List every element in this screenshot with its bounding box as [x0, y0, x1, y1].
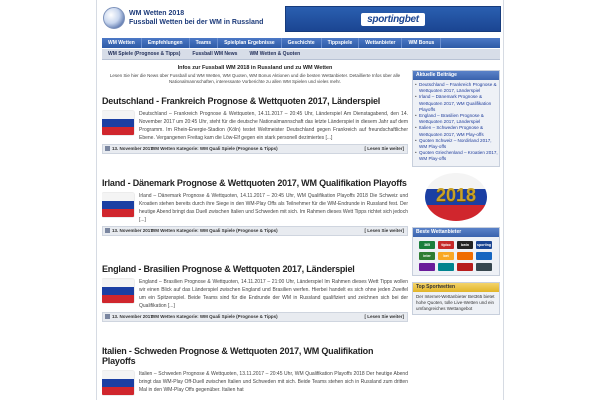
- read-more-link[interactable]: [ Lesen Sie weiter]: [364, 146, 404, 151]
- bookmaker-logo[interactable]: [476, 263, 492, 271]
- banner-logo-text: sportingbet: [361, 13, 425, 26]
- nav-tippspiele[interactable]: Tippspiele: [322, 38, 360, 48]
- recent-post-link[interactable]: • Irland – Dänemark Prognose & Wettquoten 2017, WM Qualifikation Playoffs: [413, 94, 499, 113]
- nav-fussball-news[interactable]: Fussball WM News: [192, 50, 238, 57]
- bookmaker-logo[interactable]: [419, 263, 435, 271]
- bookmaker-logo[interactable]: [476, 252, 492, 260]
- post-date-text: 13. November 2017: [112, 228, 153, 233]
- wm-2018-flag-badge: [421, 173, 491, 221]
- post-category[interactable]: WM Wetten Kategorie: WM Quali Spiele (Prognose & Tipps): [151, 228, 278, 233]
- post: [102, 96, 408, 154]
- intro-title: Infos zur Fussball WM 2018 in Russland und zu WM Wetten: [177, 65, 333, 71]
- russia-flag-icon: [102, 279, 134, 303]
- post-meta: [102, 144, 408, 154]
- post-excerpt-text: Irland – Dänemark Prognose & Wettquoten, 14.11.2017 – 20:45 Uhr, WM Qualifikation Playoffs 2018 Die Schweiz und Kroatien stehen bereits durch ihre Siege in den WM-Play Offs als Teilnehmer für die WM-Endrunde in Russland fest. Der heutige Abend bringt das Duell zwischen Italien und Schweden mit sich. Im Rahmen dieses Wett Tipps richtet sich jedoch [...]: [139, 193, 408, 223]
- nav-geschichte[interactable]: Geschichte: [282, 38, 322, 48]
- post-date: [105, 313, 153, 321]
- secondary-nav: [102, 49, 500, 60]
- nav-teams[interactable]: Teams: [190, 38, 218, 48]
- top-sportwetten-title: Top Sportwetten: [413, 283, 499, 292]
- sportingbet-banner[interactable]: [285, 6, 501, 32]
- recent-post-link[interactable]: • Quoten Schweiz – Nordirland 2017, WM Play-offs: [413, 138, 499, 150]
- nav-wm-bonus[interactable]: WM Bonus: [402, 38, 441, 48]
- nav-wm-spiele[interactable]: WM Spiele (Prognose & Tipps): [108, 50, 181, 57]
- top-sportwetten-box: [412, 282, 500, 315]
- bookmaker-logos: [413, 237, 499, 275]
- russia-flag-icon: [102, 193, 134, 217]
- bookmaker-logo[interactable]: bet: [438, 252, 454, 260]
- calendar-icon: [105, 146, 110, 151]
- top-sportwetten-text: Der Internet-Wettanbieter Bet365 bietet hohe Quoten, tolle Live-Wetten und ein umfangreiches Wettangebot: [416, 293, 495, 311]
- main-content: [102, 62, 408, 400]
- site-title[interactable]: WM Wetten 2018: [129, 10, 185, 17]
- nav-wetten-quoten[interactable]: WM Wetten & Quoten: [249, 50, 301, 57]
- post-excerpt-text: England – Brasilien Prognose & Wettquoten, 14.11.2017 – 21:00 Uhr, Länderspiel Im Rahmen dieses Wett Tipps wollen wir einen Blick auf das Länderspiel zwischen England und Brasilien werfen. Hierbei handelt es sich ohne jeden Zweifel um ein Spitzenspiel. Beide Teams sind für die Endrunde der WM in Russland qualifiziert und zeichnen sich bei der Qualifikation [...]: [139, 279, 408, 309]
- recent-posts-title: Aktuelle Beiträge: [413, 71, 499, 80]
- nav-wettanbieter[interactable]: Wettanbieter: [359, 38, 402, 48]
- post: [102, 178, 408, 236]
- post-title[interactable]: Deutschland - Frankreich Prognose & Wettquoten 2017, Länderspiel: [102, 96, 381, 106]
- primary-nav: [102, 38, 500, 48]
- bookmaker-logo[interactable]: bwin: [457, 241, 473, 249]
- intro-text: Lesen Sie hier die News über Fussball und WM Wetten, WM Quoten, WM Bonus Aktionen und die besten Wettanbieter. Detaillierte Infos über alle Nationalmannschaften, interessante Vorberichte zu allen WM Spielen und vieles mehr.: [109, 73, 401, 84]
- bookmakers-box: [412, 227, 500, 276]
- post-meta: [102, 226, 408, 236]
- post-excerpt: [102, 278, 408, 310]
- bookmaker-logo[interactable]: inter: [419, 252, 435, 260]
- nav-empfehlungen[interactable]: Empfehlungen: [142, 38, 190, 48]
- bookmaker-logo[interactable]: [457, 263, 473, 271]
- bookmakers-title: Beste Wettanbieter: [413, 228, 499, 237]
- post-excerpt-text: Deutschland – Frankreich Prognose & Wettquoten, 14.11.2017 – 20:45 Uhr, Länderspiel Am Dienstagabend, den 14. November 2017 um 20:45 Uhr, steht für die deutsche Nationalmannschaft das letzte Länderspiel in diesem Jahr auf dem Programm. Im Rhein-Energie-Stadion (Köln) testet Weltmeister Deutschland gegen Frankreich auf freundschaftlicher Ebene. Vergangenen Freitag kam die Löw-Elf gegen ein stark personell dezimiertes [...]: [139, 111, 408, 141]
- bookmaker-logo[interactable]: 365: [419, 241, 435, 249]
- recent-posts-box: [412, 70, 500, 167]
- post-date: [105, 145, 153, 153]
- post-excerpt: [102, 110, 408, 142]
- post: [102, 346, 408, 396]
- read-more-link[interactable]: [ Lesen Sie weiter]: [364, 228, 404, 233]
- recent-post-link[interactable]: • Italien – Schweden Prognose & Wettquoten 2017, WM Play-offs: [413, 125, 499, 137]
- post-title[interactable]: Italien - Schweden Prognose & Wettquoten 2017, WM Qualifikation Playoffs: [102, 346, 374, 366]
- post-date-text: 13. November 2017: [112, 314, 153, 319]
- nav-wm-wetten[interactable]: WM Wetten: [102, 38, 142, 48]
- russia-flag-icon: [102, 371, 134, 395]
- content-wrapper: [96, 0, 504, 400]
- calendar-icon: [105, 314, 110, 319]
- nav-spielplan[interactable]: Spielplan Ergebnisse: [218, 38, 282, 48]
- post-title[interactable]: England - Brasilien Prognose & Wettquoten 2017, Länderspiel: [102, 264, 355, 274]
- recent-posts-list: [413, 80, 499, 166]
- post-excerpt-text: Italien – Schweden Prognose & Wettquoten, 13.11.2017 – 20:45 Uhr, WM Qualifikation Playoffs 2018 Der heutige Abend bringt das WM-Play Off-Duell zwischen Italien und Schweden mit sich. Beide Teams stehen sich in Russland zum dritten Mal in den WM-Play Offs gegenüber. Italien hat: [139, 371, 408, 393]
- recent-post-link[interactable]: • England – Brasilien Prognose & Wettquoten 2017, Länderspiel: [413, 113, 499, 125]
- post-date-text: 13. November 2017: [112, 146, 153, 151]
- bookmaker-logo[interactable]: tipico: [438, 241, 454, 249]
- post-category[interactable]: WM Wetten Kategorie: WM Quali Spiele (Prognose & Tipps): [151, 314, 278, 319]
- bookmaker-logo[interactable]: sporting: [477, 242, 491, 247]
- sidebar: [412, 70, 500, 400]
- post: [102, 264, 408, 322]
- bookmaker-logo[interactable]: [438, 263, 454, 271]
- russia-flag-icon: [102, 111, 134, 135]
- flag-year: 2018: [435, 184, 477, 205]
- site-header: [97, 0, 504, 36]
- post-excerpt: [102, 192, 408, 224]
- calendar-icon: [105, 228, 110, 233]
- site-logo-icon[interactable]: [103, 7, 125, 29]
- recent-post-link[interactable]: • Quoten Griechenland – Kroatien 2017, WM Play-offs: [413, 150, 499, 162]
- post-title[interactable]: Irland - Dänemark Prognose & Wettquoten 2017, WM Qualifikation Playoffs: [102, 178, 407, 188]
- bookmaker-logo[interactable]: [457, 252, 473, 260]
- recent-post-link[interactable]: • Deutschland – Frankreich Prognose & Wettquoten 2017, Länderspiel: [413, 82, 499, 94]
- site-subtitle: Fussball Wetten bei der WM in Russland: [129, 19, 264, 26]
- post-meta: [102, 312, 408, 322]
- post-category[interactable]: WM Wetten Kategorie: WM Quali Spiele (Prognose & Tipps): [151, 146, 278, 151]
- read-more-link[interactable]: [ Lesen Sie weiter]: [364, 314, 404, 319]
- post-excerpt: [102, 370, 408, 394]
- post-date: [105, 227, 153, 235]
